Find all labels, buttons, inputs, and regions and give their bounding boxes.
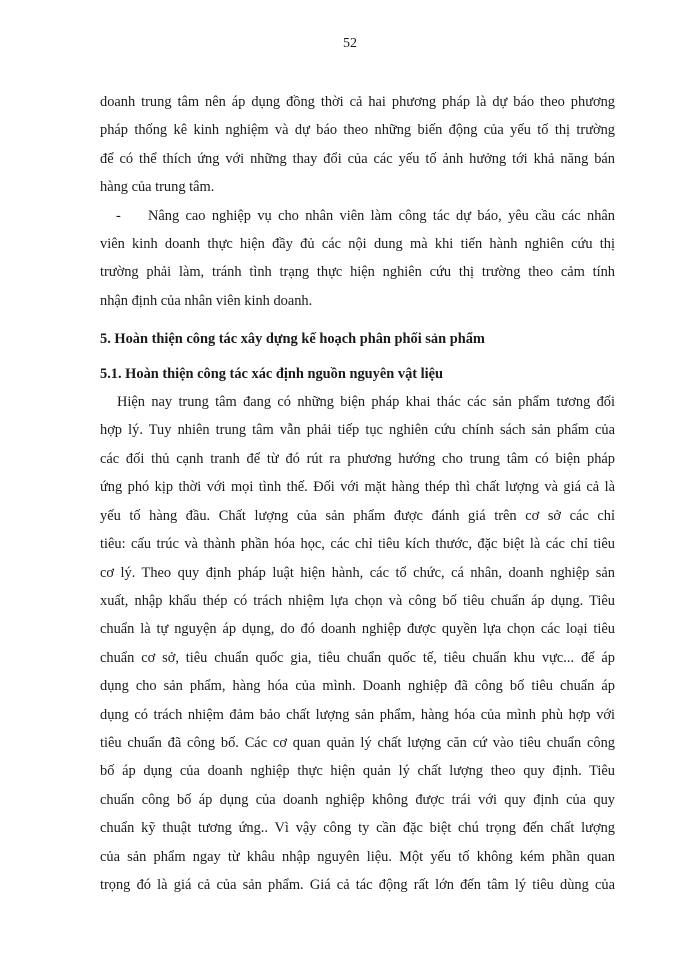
text-line: yếu tố hàng đầu. Chất lượng của sản phẩm được đánh giá trên cơ sở các chỉ <box>100 507 615 524</box>
section-heading: 5. Hoàn thiện công tác xây dựng kế hoạch phân phối sản phẩm <box>100 331 485 348</box>
text-line <box>100 202 615 230</box>
text-line: cơ lý. Theo quy định pháp luật hiện hành, các tổ chức, cá nhân, doanh nghiệp sản <box>100 564 615 581</box>
text-line: để có thể thích ứng với những thay đổi của các yếu tố ảnh hưởng tới khả năng bán <box>100 150 615 167</box>
text-line: trọng đó là giá cả của sản phẩm. Giá cả tác động rất lớn đến tâm lý tiêu dùng của <box>100 876 615 893</box>
text-line: viên kinh doanh thực hiện đầy đủ các nội dung mà khi tiến hành nghiên cứu thị <box>100 236 615 253</box>
paragraph-forecast-methods <box>100 88 615 202</box>
text-line: tiêu: cấu trúc và thành phần hóa học, các chỉ tiêu kích thước, đặc biệt là các chỉ tiêu <box>100 536 615 553</box>
page-number: 52 <box>343 36 357 51</box>
text-line: bố áp dụng của doanh nghiệp thực hiện quản lý chất lượng theo quy định. Tiêu <box>100 763 615 780</box>
text-line: Hiện nay trung tâm đang có những biện pháp khai thác các sản phẩm tương đối <box>117 394 615 411</box>
subsection-heading: 5.1. Hoàn thiện công tác xác định nguồn nguyên vật liệu <box>100 365 444 382</box>
text-line: ứng phó kịp thời với mọi tình thế. Đối với mặt hàng thép thì chất lượng và giá cả là <box>100 479 615 496</box>
text-line: chuẩn công bố áp dụng của doanh nghiệp không được trái với quy định của quy <box>100 791 615 808</box>
text-line: xuất, nhập khẩu thép có trách nhiệm lựa chọn và công bố tiêu chuẩn áp dụng. Tiêu <box>100 592 615 609</box>
bullet-text: Nâng cao nghiệp vụ cho nhân viên làm công tác dự báo, yêu cầu các nhân <box>148 207 615 224</box>
paragraph-materials <box>100 388 615 899</box>
text-line: hợp lý. Tuy nhiên trung tâm vẫn phải tiếp tục nghiên cứu chính sách sản phẩm của <box>100 422 615 439</box>
text-line: chuẩn là tự nguyện áp dụng, do đó doanh nghiệp được quyền lựa chọn các loại tiêu <box>100 621 615 638</box>
text-line: chuẩn cơ sở, tiêu chuẩn quốc gia, tiêu chuẩn quốc tế, tiêu chuẩn khu vực... để áp <box>100 649 615 666</box>
text-line: trường phải làm, tránh tình trạng thực hiện nghiên cứu thị trường theo cảm tính <box>100 264 615 281</box>
bullet-dash: - <box>116 207 121 224</box>
bullet-paragraph <box>100 202 615 316</box>
text-line: của sản phẩm ngay từ khâu nhập nguyên liệu. Một yếu tố không kém phần quan <box>100 848 615 865</box>
text-line: các đối thủ cạnh tranh để từ đó rút ra phương hướng cho trung tâm có biện pháp <box>100 450 615 467</box>
text-line: nhận định của nhân viên kinh doanh. <box>100 292 313 309</box>
text-line: dụng cho sản phẩm, hàng hóa của mình. Doanh nghiệp đã công bố tiêu chuẩn áp <box>100 678 615 695</box>
text-line: hàng của trung tâm. <box>100 179 215 196</box>
document-body <box>100 88 615 899</box>
text-line: doanh trung tâm nên áp dụng đồng thời cả hai phương pháp là dự báo theo phương <box>100 94 615 110</box>
text-line: chuẩn kỹ thuật tương ứng.. Vì vậy công ty cần đặc biệt chú trọng đến chất lượng <box>100 820 615 837</box>
text-line: tiêu chuẩn đã công bố. Các cơ quan quản lý chất lượng căn cứ vào tiêu chuẩn công <box>100 734 615 751</box>
text-line: pháp thống kê kinh nghiệm và dự báo theo những biến động của yếu tố thị trường <box>100 122 615 139</box>
text-line: dụng có trách nhiệm đảm bảo chất lượng sản phẩm, hàng hóa của mình phù hợp với <box>100 706 615 723</box>
